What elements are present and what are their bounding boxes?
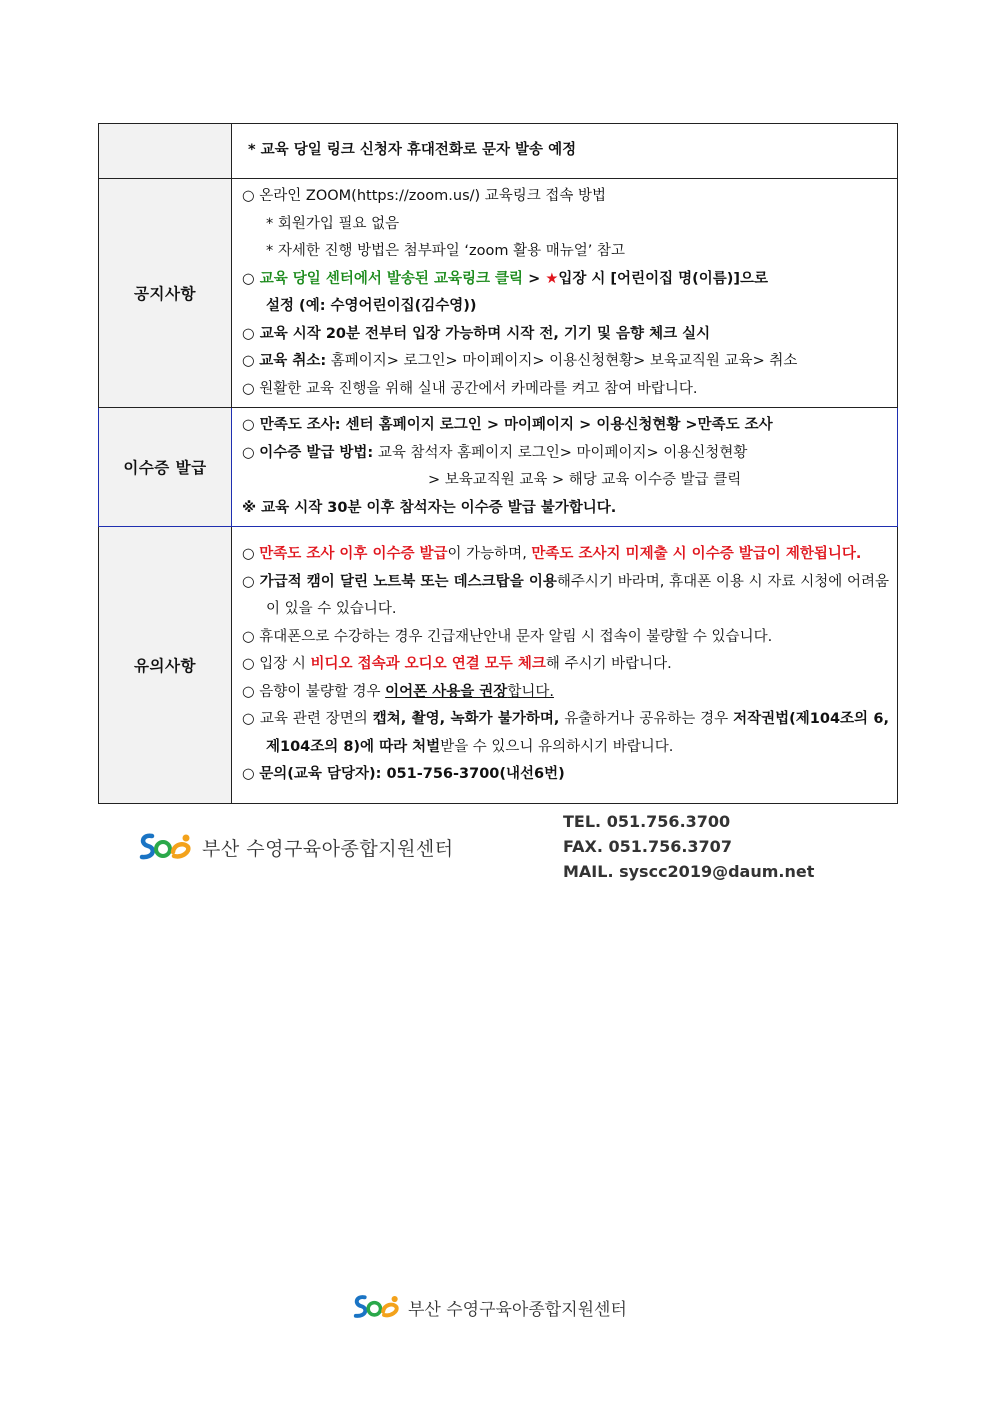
notice-row bbox=[99, 179, 898, 408]
cert-line-late-warning: ※ 교육 시작 30분 이후 참석자는 이수증 발급 불가합니다. bbox=[242, 499, 617, 516]
caution-survey-red2: 만족도 조사지 미제출 시 이수증 발급이 제한됩니다. bbox=[531, 546, 862, 563]
notice-content-cell bbox=[232, 179, 898, 408]
caution-survey-mid: 이 가능하며, bbox=[447, 546, 532, 563]
contact-info bbox=[563, 809, 814, 884]
cancel-path: 홈페이지> 로그인> 마이페이지> 이용신청현황> 보육교직원 교육> 취소 bbox=[326, 353, 798, 369]
arrow-separator: > bbox=[523, 270, 546, 287]
caution-check-post: 해 주시기 바랍니다. bbox=[545, 656, 672, 673]
caution-device bbox=[242, 569, 889, 624]
star-icon: ★ bbox=[545, 270, 559, 287]
caution-copyright-pre: ○ 교육 관련 장면의 bbox=[242, 711, 373, 728]
notice-line-zoom: ○ 온라인 ZOOM(https://zoom.us/) 교육링크 접속 방법 bbox=[242, 188, 607, 204]
notice-table bbox=[98, 123, 898, 804]
contact-mail: MAIL. syscc2019@daum.net bbox=[563, 862, 815, 881]
caution-contact bbox=[242, 761, 889, 789]
cert-line-survey: ○ 만족도 조사: 센터 홈페이지 로그인 > 마이페이지 > 이용신청현황 >만족도 조사 bbox=[242, 417, 773, 433]
sms-content-cell bbox=[232, 124, 898, 179]
cert-line-method-cont: > 보육교직원 교육 > 해당 교육 이수증 발급 클릭 bbox=[428, 472, 742, 488]
caution-earphone bbox=[242, 679, 889, 707]
bottom-logo bbox=[352, 1292, 627, 1322]
certificate-label: 이수증 발급 bbox=[99, 408, 232, 527]
cert-line-method bbox=[242, 440, 889, 468]
certificate-content-cell bbox=[232, 408, 898, 527]
caution-copyright-bold1: 캡쳐, 촬영, 녹화가 불가하며, bbox=[372, 711, 560, 728]
caution-earphone-pre: ○ 음향이 불량할 경우 bbox=[242, 683, 386, 700]
caution-phone: ○ 휴대폰으로 수강하는 경우 긴급재난안내 문자 알림 시 접속이 불량할 수 있습니다. bbox=[242, 628, 773, 645]
notice-line-camera: ○ 원활한 교육 진행을 위해 실내 공간에서 카메라를 켜고 참여 바랍니다. bbox=[242, 380, 698, 397]
notice-line-cancel bbox=[242, 348, 889, 376]
caution-earphone-end: 합니다. bbox=[507, 683, 554, 700]
caution-survey bbox=[242, 541, 889, 569]
caution-label: 유의사항 bbox=[99, 527, 232, 804]
notice-label: 공지사항 bbox=[99, 179, 232, 408]
caution-contact-text: 문의(교육 담당자): 051-756-3700(내선6번) bbox=[259, 766, 565, 783]
contact-tel: TEL. 051.756.3700 bbox=[563, 812, 731, 831]
bottom-org-name: 부산 수영구육아종합지원센터 bbox=[408, 1299, 627, 1320]
caution-row bbox=[99, 527, 898, 804]
cert-method-path: 교육 참석자 홈페이지 로그인> 마이페이지> 이용신청현황 bbox=[373, 444, 748, 461]
caution-check-pre: ○ 입장 시 bbox=[242, 656, 311, 673]
caution-device-bold: 가급적 캠이 달린 노트북 또는 데스크탑을 이용 bbox=[259, 573, 557, 590]
caution-check-red: 비디오 접속과 오디오 연결 모두 체크 bbox=[310, 656, 546, 673]
bullet-circle: ○ bbox=[242, 766, 260, 783]
sms-label-cell bbox=[99, 124, 232, 179]
caution-copyright-bold2: 저작권법(제104조의 6, 제104조의 8)에 따라 처벌 bbox=[266, 711, 890, 755]
bullet-circle: ○ bbox=[242, 270, 260, 287]
center-logo-icon bbox=[352, 1292, 402, 1322]
cancel-label: 교육 취소: bbox=[259, 353, 327, 369]
caution-copyright-mid: 유출하거나 공유하는 경우 bbox=[559, 711, 734, 728]
footer-logo bbox=[138, 830, 454, 864]
caution-copyright bbox=[242, 706, 889, 761]
notice-line-example: 설정 (예: 수영어린이집(김수영)) bbox=[266, 298, 477, 314]
caution-content-cell bbox=[232, 527, 898, 804]
cert-method-label: 이수증 발급 방법: bbox=[259, 444, 374, 461]
entry-link-instruction: 교육 당일 센터에서 발송된 교육링크 클릭 bbox=[259, 270, 524, 287]
contact-fax: FAX. 051.756.3707 bbox=[563, 837, 732, 856]
bullet-circle: ○ bbox=[242, 573, 260, 590]
sms-notice-text: * 교육 당일 링크 신청자 휴대전화로 문자 발송 예정 bbox=[248, 142, 577, 159]
center-logo-icon bbox=[138, 830, 194, 864]
entry-naming-rule: 입장 시 [어린이집 명(이름)]으로 bbox=[558, 270, 769, 287]
footer-org-name: 부산 수영구육아종합지원센터 bbox=[202, 837, 454, 860]
caution-device-rest: 해주시기 바라며, 휴대폰 이용 시 자료 시청에 어려움이 있을 수 있습니다. bbox=[266, 573, 890, 618]
caution-copyright-post: 받을 수 있으니 유의하시기 바랍니다. bbox=[440, 738, 674, 755]
notice-line-start-time: ○ 교육 시작 20분 전부터 입장 가능하며 시작 전, 기기 및 음향 체크 실시 bbox=[242, 325, 711, 342]
bullet-circle: ○ bbox=[242, 353, 260, 369]
bullet-circle: ○ bbox=[242, 444, 260, 461]
bullet-circle: ○ bbox=[242, 546, 260, 563]
certificate-row bbox=[99, 408, 898, 527]
sms-row bbox=[99, 124, 898, 179]
notice-line-no-signup: * 회원가입 필요 없음 bbox=[266, 215, 400, 232]
caution-earphone-underlined: 이어폰 사용을 권장 bbox=[385, 683, 508, 700]
notice-line-entry bbox=[242, 266, 889, 294]
caution-check bbox=[242, 651, 889, 679]
caution-survey-red1: 만족도 조사 이후 이수증 발급 bbox=[259, 546, 448, 563]
notice-line-manual: * 자세한 진행 방법은 첨부파일 ‘zoom 활용 매뉴얼’ 참고 bbox=[266, 243, 625, 259]
